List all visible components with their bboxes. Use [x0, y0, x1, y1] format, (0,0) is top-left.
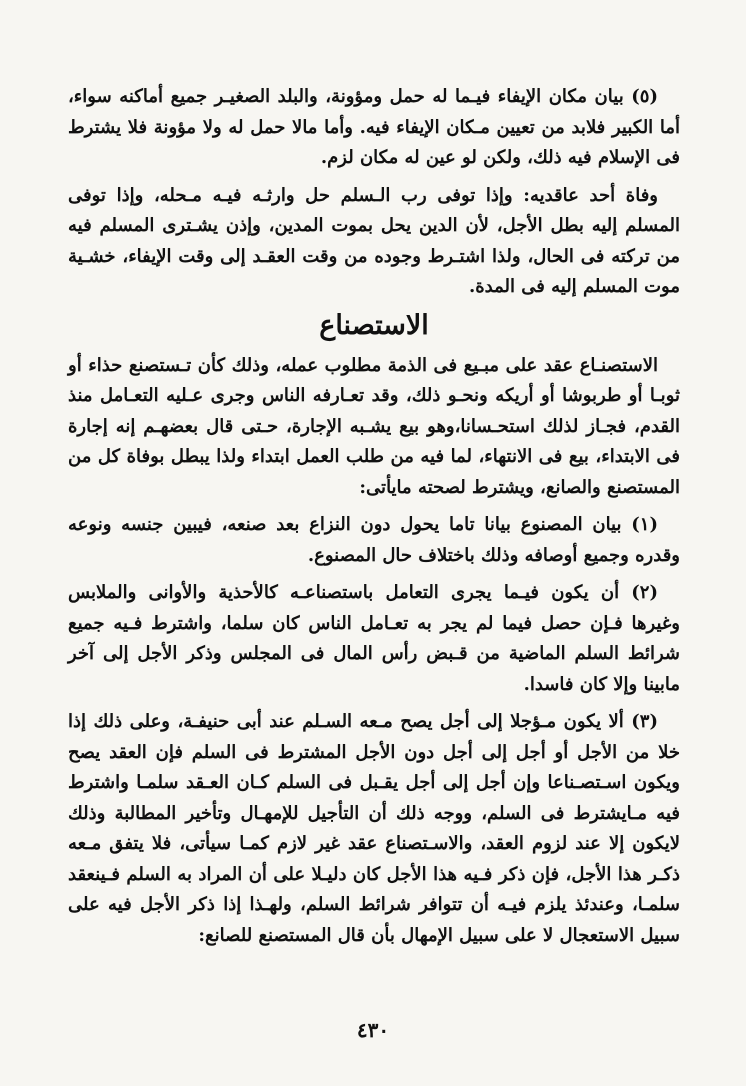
page-number: ٤٣٠	[356, 1018, 390, 1042]
paragraph-payment-place: (٥) بيان مكان الإيفاء فيـما له حمل ومؤونة، والبلد الصغيـر جميع أماكنه سواء، أما الكبير فلابد من تعيين مـكان الإيفاء فيه. وأما مالا حمل له ولا مؤونة فلا يشترط فى الإسلام فيه ذلك، ولكن لو عين له مكان لزم.	[68, 86, 680, 168]
paragraph-lead: وفاة أحد عاقديه:	[523, 184, 658, 206]
paragraph-condition-3: (٣) ألا يكون مـؤجلا إلى أجل يصح مـعه السـلم عند أبى حنيفـة، وعلى ذلك إذا خلا من الأجل أو أجل إلى أجل دون الأجل المشترط فى السلم فإن العقد يصح ويكون اسـتصـناعا وإن أجل إلى أجل يقـبل فى السلم كـان العـقد سلمـا واشترط فيه مـايشترط فى السلم، ووجه ذلك أن التأجيل للإمهـال وتأخير المطالبة وذلك لايكون إلا عند لزوم العقد، والاسـتصناع عقد غير لازم كمـا سيأتى، فلا يتفق مـعه ذكـر هذا الأجل، فإن ذكر فـيه هذا الأجل كان دليـلا على أن المراد به السلم فـينعقد سلمـا، وعندئذ يلزم فيـه أن تتوافر شرائط السلم، ولهـذا إذا ذكر الأجل فيه على سبيل الاستعجال لا على سبيل الإمهال بأن قال المستصنع للصانع:	[68, 711, 680, 946]
paragraph-istisna-definition: الاستصنـاع عقد على مبـيع فى الذمة مطلوب عمله، وذلك كأن تـستصنع حذاء أو ثوبـا أو طربوشا أو أريكه ونحـو ذلك، وقد تعـارفه الناس وجرى عـليه التعـامل منذ القدم، فجـاز لذلك استحـسانا،وهو بيع يشـبه الإجارة، حـتى قال بعضهـم إنه إجارة فى الابتداء، بيع فى الانتهاء، لما فيه من طلب العمل ابتداء ولذا يبطل بوفاة كل من المستصنع والصانع، ويشترط لصحته مايأتى:	[68, 354, 680, 498]
document-page	[68, 82, 680, 958]
paragraph-condition-2: (٢) أن يكون فيـما يجرى التعامل باستصناعـه كالأحذية والأوانى والملابس وغيرها فـإن حصل فيما لم يجر به تعـامل الناس كان سلما، واشترط فـيه جميع شرائط السلم الماضية من قـبض رأس المال فى المجلس وذكر الأجل إلى آخر مابينا وإلا كان فاسدا.	[68, 582, 680, 695]
section-heading: الاستصناع	[319, 309, 429, 341]
paragraph-body: وإذا توفى رب الـسلم حل وارثـه فيـه مـحله، وإذا توفى المسلم إليه بطل الأجل، لأن الدين يحل بموت المدين، وإذن يشـترى المسلم فيه من تركته فى الحال، ولذا اشتـرط وجوده من وقت العقـد إلى وقت الإيفاء، خشـية موت المسلم إليه فى المدة.	[68, 184, 680, 297]
paragraph-death-of-party	[68, 181, 680, 303]
paragraph-condition-1: (١) بيان المصنوع بيانا تاما يحول دون النزاع بعد صنعه، فيبين جنسه ونوعه وقدره وجميع أوصافه وذلك باختلاف حال المصنوع.	[68, 514, 680, 566]
